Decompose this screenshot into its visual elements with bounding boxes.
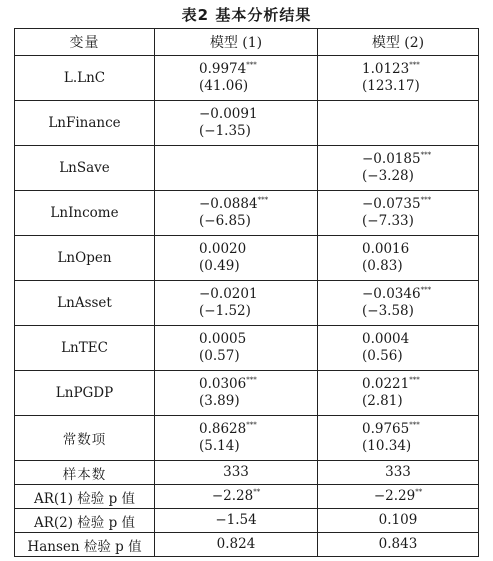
significance-stars: *** <box>246 61 257 69</box>
coef-body <box>15 56 479 461</box>
table-row <box>15 371 479 416</box>
t-stat: (−6.85) <box>199 213 251 229</box>
coef-value: −0.0185 <box>362 151 421 167</box>
header-model-2: 模型 (2) <box>318 29 479 56</box>
table-title: 表2 基本分析结果 <box>181 6 312 24</box>
stat-label: Hansen 检验 p 值 <box>15 533 155 557</box>
variable-label: LnTEC <box>15 326 155 371</box>
model-1-stat <box>155 509 318 533</box>
stats-body <box>15 461 479 557</box>
variable-label: LnOpen <box>15 236 155 281</box>
coef-value: 0.9974 <box>199 61 247 77</box>
header-model-1: 模型 (1) <box>155 29 318 56</box>
stat-value: 333 <box>385 464 411 480</box>
model-1-cell <box>155 326 318 371</box>
t-stat: (−3.58) <box>362 303 414 319</box>
coef-value: −0.0201 <box>199 286 258 302</box>
t-stat: (−3.28) <box>362 168 414 184</box>
significance-stars: *** <box>420 286 432 294</box>
coef-value: 0.0004 <box>362 331 410 347</box>
model-2-stat <box>318 509 479 533</box>
stat-value: −1.54 <box>215 512 257 528</box>
model-2-cell <box>318 146 479 191</box>
coef-value: −0.0346 <box>362 286 421 302</box>
t-stat: (5.14) <box>199 438 240 454</box>
model-1-cell <box>155 56 318 101</box>
table-row <box>15 326 479 371</box>
stat-row <box>15 461 479 485</box>
significance-stars: *** <box>246 376 257 384</box>
model-2-cell <box>318 416 479 461</box>
significance-stars: *** <box>409 61 420 69</box>
header-row <box>15 29 479 56</box>
model-2-stat <box>318 485 479 509</box>
variable-label: LnPGDP <box>15 371 155 416</box>
variable-label: LnAsset <box>15 281 155 326</box>
stat-label: AR(2) 检验 p 值 <box>15 509 155 533</box>
variable-label: L.LnC <box>15 56 155 101</box>
t-stat: (0.49) <box>199 258 240 274</box>
table-row <box>15 101 479 146</box>
stat-row <box>15 533 479 557</box>
stat-label: AR(1) 检验 p 值 <box>15 485 155 509</box>
header-variable: 变量 <box>15 29 155 56</box>
significance-stars: ** <box>253 488 261 496</box>
model-1-stat <box>155 533 318 557</box>
coef-value: 0.0221 <box>362 376 410 392</box>
coef-value: 0.0005 <box>199 331 247 347</box>
stat-value: 333 <box>223 464 249 480</box>
model-1-cell <box>155 236 318 281</box>
t-stat: (10.34) <box>362 438 412 454</box>
model-2-cell <box>318 191 479 236</box>
model-1-cell <box>155 371 318 416</box>
coef-value: 0.9765 <box>362 421 410 437</box>
coef-value: 0.0016 <box>362 241 410 257</box>
t-stat: (0.56) <box>362 348 403 364</box>
coef-value: 0.0020 <box>199 241 247 257</box>
t-stat: (2.81) <box>362 393 403 409</box>
model-1-cell <box>155 146 318 191</box>
coef-value: −0.0091 <box>199 106 258 122</box>
model-2-stat <box>318 533 479 557</box>
stat-value: 0.843 <box>378 536 418 552</box>
model-1-cell <box>155 416 318 461</box>
model-2-cell <box>318 101 479 146</box>
stat-value: −2.29 <box>373 488 416 504</box>
t-stat: (3.89) <box>199 393 240 409</box>
coef-value: 0.8628 <box>199 421 247 437</box>
significance-stars: *** <box>257 196 269 204</box>
coef-value: 1.0123 <box>362 61 410 77</box>
variable-label: LnFinance <box>15 101 155 146</box>
significance-stars: *** <box>409 421 420 429</box>
model-1-cell <box>155 101 318 146</box>
t-stat: (0.57) <box>199 348 240 364</box>
t-stat: (−7.33) <box>362 213 414 229</box>
coef-value: −0.0735 <box>362 196 421 212</box>
table-row <box>15 56 479 101</box>
t-stat: (−1.52) <box>199 303 251 319</box>
t-stat: (41.06) <box>199 78 249 94</box>
model-2-cell <box>318 371 479 416</box>
significance-stars: ** <box>415 488 423 496</box>
t-stat: (−1.35) <box>199 123 251 139</box>
model-1-cell <box>155 191 318 236</box>
significance-stars: *** <box>420 151 432 159</box>
coef-value: −0.0884 <box>199 196 258 212</box>
table-row <box>15 281 479 326</box>
model-2-cell <box>318 236 479 281</box>
table-row <box>15 191 479 236</box>
variable-label: 常数项 <box>15 416 155 461</box>
stat-value: 0.109 <box>378 512 418 528</box>
stat-row <box>15 485 479 509</box>
variable-label: LnIncome <box>15 191 155 236</box>
model-2-cell <box>318 281 479 326</box>
model-2-stat <box>318 461 479 485</box>
significance-stars: *** <box>409 376 420 384</box>
model-2-cell <box>318 56 479 101</box>
table-row <box>15 416 479 461</box>
stat-label: 样本数 <box>15 461 155 485</box>
table-row <box>15 236 479 281</box>
stat-value: 0.824 <box>216 536 256 552</box>
model-1-stat <box>155 461 318 485</box>
model-1-cell <box>155 281 318 326</box>
variable-label: LnSave <box>15 146 155 191</box>
stat-row <box>15 509 479 533</box>
stat-value: −2.28 <box>211 488 254 504</box>
t-stat: (123.17) <box>362 78 420 94</box>
significance-stars: *** <box>246 421 257 429</box>
results-table <box>14 28 479 557</box>
model-2-cell <box>318 326 479 371</box>
coef-value: 0.0306 <box>199 376 247 392</box>
table-row <box>15 146 479 191</box>
t-stat: (0.83) <box>362 258 403 274</box>
significance-stars: *** <box>420 196 432 204</box>
model-1-stat <box>155 485 318 509</box>
